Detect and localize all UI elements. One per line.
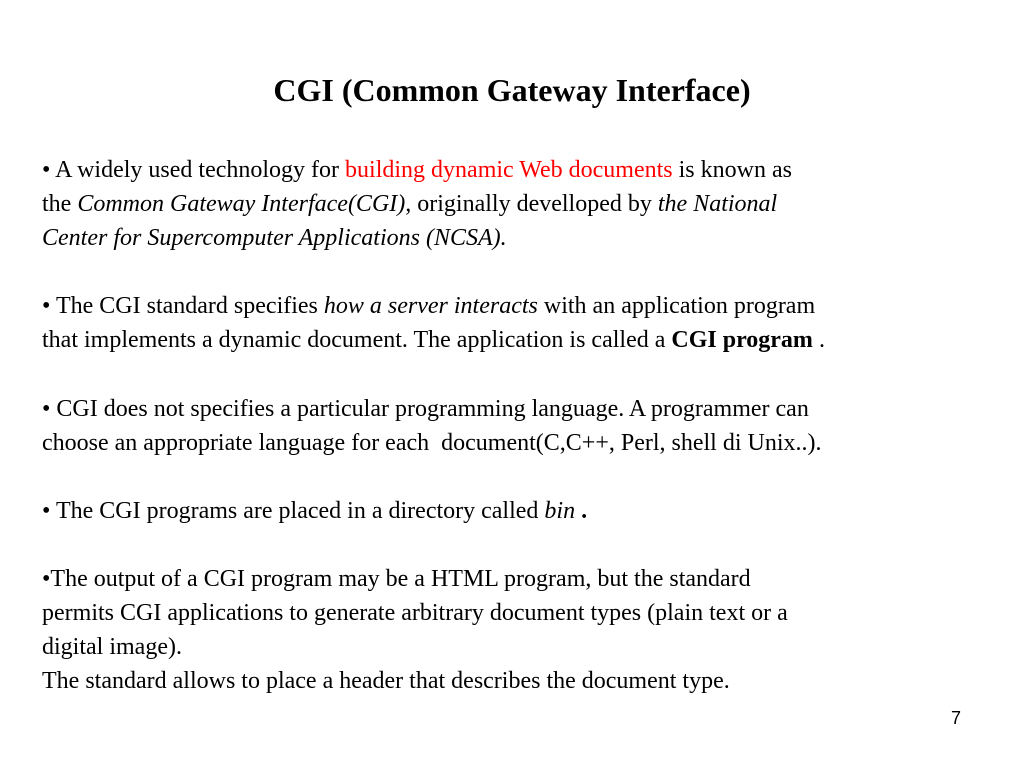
paragraph-5-line-4 xyxy=(42,664,1002,698)
paragraph-1-line-2 xyxy=(42,187,1002,221)
highlighted-text: building dynamic Web documents xyxy=(345,157,673,183)
italic-text: bin xyxy=(544,497,576,524)
text-segment: . xyxy=(812,327,825,354)
text-segment: • CGI does not specifies a particular programming language. A programmer can xyxy=(42,395,809,422)
text-segment: The standard allows to place a header that describes the document type. xyxy=(42,668,730,695)
slide-title: CGI (Common Gateway Interface) xyxy=(273,72,751,108)
italic-text: the National xyxy=(657,191,778,218)
paragraph-2-line-1 xyxy=(42,289,1002,323)
italic-text: Center for Supercomputer Applications (NCSA). xyxy=(42,225,507,252)
paragraph-3-line-2 xyxy=(42,426,1002,460)
blank-line xyxy=(42,358,1002,392)
bold-text: CGI program xyxy=(671,327,813,354)
paragraph-5-line-2 xyxy=(42,596,1002,630)
paragraph-5-line-1 xyxy=(42,562,1002,596)
paragraph-3-line-1 xyxy=(42,392,1002,426)
text-segment: with an application program xyxy=(537,293,816,320)
text-segment: permits CGI applications to generate arbitrary document types (plain text or a xyxy=(42,600,788,627)
paragraph-1-line-1 xyxy=(42,153,1002,187)
text-segment: originally develloped by xyxy=(411,191,658,218)
text-segment: •The output of a CGI program may be a HTML program, but the standard xyxy=(42,566,751,593)
text-segment: digital image). xyxy=(42,634,182,661)
text-segment: • The CGI programs are placed in a directory called xyxy=(42,497,545,524)
text-segment: • The CGI standard specifies xyxy=(42,293,324,320)
paragraph-5-line-3 xyxy=(42,630,1002,664)
bold-text: . xyxy=(575,497,588,524)
paragraph-1-line-3 xyxy=(42,221,1002,255)
italic-text: how a server interacts xyxy=(323,293,538,320)
text-segment: is known as xyxy=(672,157,792,183)
blank-line xyxy=(42,528,1002,562)
text-segment: that implements a dynamic document. The application is called a xyxy=(42,327,672,354)
text-segment: • A widely used technology for xyxy=(42,157,346,183)
blank-line xyxy=(42,255,1002,289)
slide-body xyxy=(42,153,1002,699)
text-segment: choose an appropriate language for each document(C,C++, Perl, shell di Unix..). xyxy=(42,429,822,456)
blank-line xyxy=(42,460,1002,494)
page-number: 7 xyxy=(950,708,961,728)
paragraph-2-line-2 xyxy=(42,323,1002,357)
text-segment: the xyxy=(42,191,78,218)
paragraph-4-line-1 xyxy=(42,494,1002,528)
italic-text: Common Gateway Interface(CGI), xyxy=(77,191,412,218)
